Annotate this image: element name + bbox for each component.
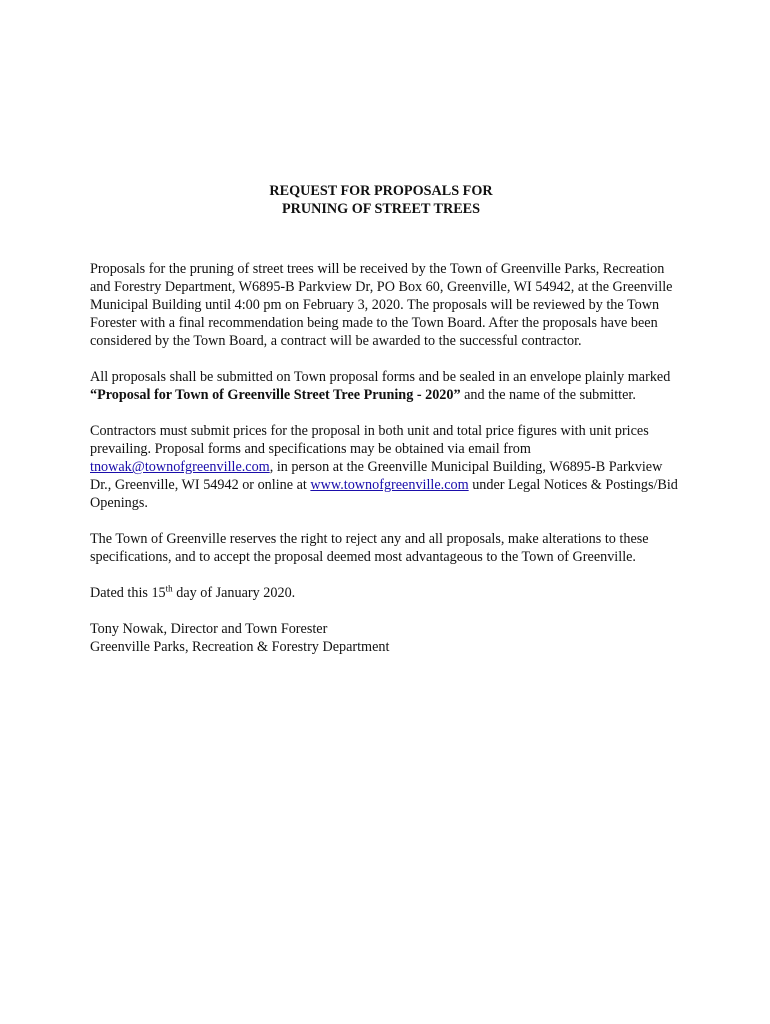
dated-text: Dated this 15 bbox=[90, 585, 166, 601]
paragraph-text: All proposals shall be submitted on Town proposal forms and be sealed in an envelope plainly marked bbox=[90, 369, 671, 385]
paragraph-text: , in person at the Greenville Municipal Building, W6895-B Parkview Dr., Greenville, WI 54942 or online at bbox=[90, 459, 663, 493]
email-link[interactable]: tnowak@townofgreenville.com bbox=[90, 459, 270, 475]
document-title bbox=[90, 182, 680, 218]
title-line-1: REQUEST FOR PROPOSALS FOR bbox=[269, 183, 493, 199]
paragraph-text: Contractors must submit prices for the proposal in both unit and total price figures with unit prices prevailing. Proposal forms and specifications may be obtained via email from bbox=[90, 423, 649, 457]
paragraph-text: and the name of the submitter. bbox=[460, 387, 636, 403]
signature-block bbox=[90, 620, 680, 656]
signature-name: Tony Nowak, Director and Town Forester bbox=[90, 621, 328, 637]
document-page bbox=[90, 182, 680, 656]
envelope-marking: “Proposal for Town of Greenville Street Tree Pruning - 2020” bbox=[90, 387, 461, 403]
dated-line bbox=[90, 584, 680, 602]
website-link[interactable]: www.townofgreenville.com bbox=[310, 477, 469, 493]
ordinal-suffix: th bbox=[165, 583, 173, 594]
signature-department: Greenville Parks, Recreation & Forestry Department bbox=[90, 639, 390, 655]
paragraph-reservation: The Town of Greenville reserves the right to reject any and all proposals, make alterations to these specifications, and to accept the proposal deemed most advantageous to the Town of Greenville. bbox=[90, 531, 649, 565]
paragraph-proposal-forms bbox=[90, 368, 680, 404]
paragraph-submission-details: Proposals for the pruning of street trees will be received by the Town of Greenville Parks, Recreation and Forestry Department, W6895-B Parkview Dr, PO Box 60, Greenville, WI 54942, at the Greenville Municipal Building until 4:00 pm on February 3, 2020. The proposals will be reviewed by the Town Forester with a final recommendation being made to the Town Board. After the proposals have been considered by the Town Board, a contract will be awarded to the successful contractor. bbox=[90, 261, 673, 349]
paragraph-pricing bbox=[90, 422, 680, 512]
title-line-2: PRUNING OF STREET TREES bbox=[281, 201, 481, 217]
paragraph-text: under Legal Notices & Postings/Bid Openings. bbox=[90, 477, 678, 511]
dated-text: day of January 2020. bbox=[172, 585, 296, 601]
